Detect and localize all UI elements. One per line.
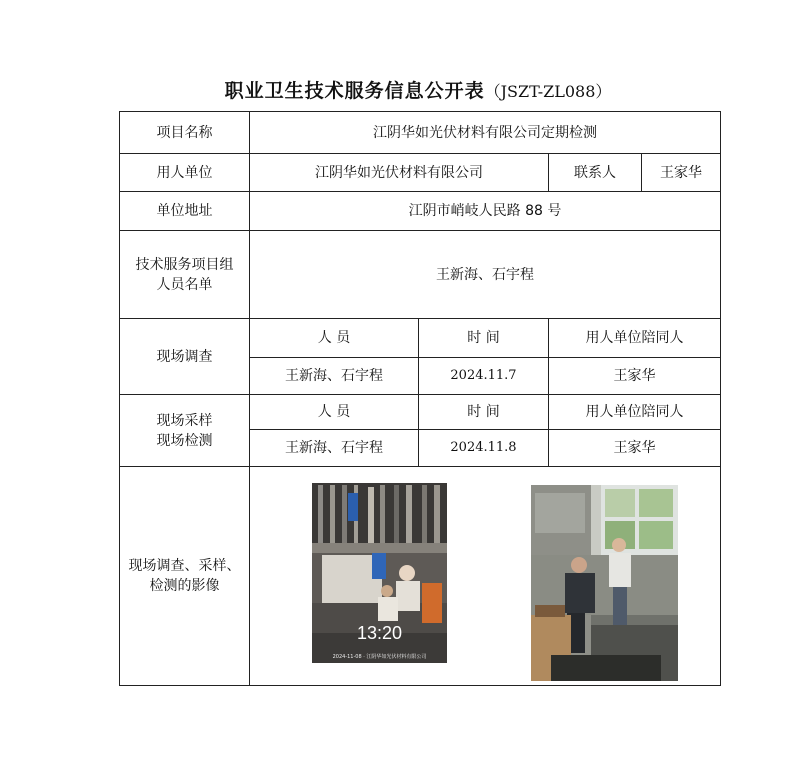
team-label-line2: 人员名单 bbox=[156, 276, 213, 293]
team-label-line1: 技术服务项目组 bbox=[135, 256, 234, 273]
team-value: 王新海、石宇程 bbox=[250, 231, 721, 319]
employer-label: 用人单位 bbox=[120, 154, 250, 192]
row-team bbox=[120, 231, 721, 319]
page-title bbox=[0, 76, 793, 103]
contact-label: 联系人 bbox=[549, 154, 642, 192]
employer-value: 江阴华如光伏材料有限公司 bbox=[250, 154, 549, 192]
title-text: 职业卫生技术服务信息公开表 bbox=[224, 80, 485, 102]
sampling-col-people: 人 员 bbox=[250, 395, 419, 430]
sampling-people: 王新海、石宇程 bbox=[250, 430, 419, 467]
project-name-value: 江阴华如光伏材料有限公司定期检测 bbox=[250, 112, 721, 154]
images-label-line1: 现场调查、采样、 bbox=[128, 558, 241, 574]
survey-date: 2024.11.7 bbox=[419, 358, 549, 395]
images-label-line2: 检测的影像 bbox=[149, 578, 220, 594]
team-label bbox=[120, 231, 250, 319]
sampling-label-line2: 现场检测 bbox=[156, 432, 213, 449]
survey-col-escort: 用人单位陪同人 bbox=[549, 319, 721, 358]
survey-col-time: 时 间 bbox=[419, 319, 549, 358]
contact-value: 王家华 bbox=[642, 154, 721, 192]
survey-label: 现场调查 bbox=[120, 319, 250, 395]
row-employer bbox=[120, 154, 721, 192]
survey-escort: 王家华 bbox=[549, 358, 721, 395]
sampling-escort: 王家华 bbox=[549, 430, 721, 467]
survey-header-row bbox=[120, 319, 721, 358]
images-cell bbox=[250, 467, 721, 686]
site-photo-sampling-image bbox=[531, 485, 678, 681]
images-label bbox=[120, 467, 250, 686]
sampling-date: 2024.11.8 bbox=[419, 430, 549, 467]
photo-time-overlay: 13:20 bbox=[356, 623, 403, 643]
sampling-header-row bbox=[120, 395, 721, 430]
row-address bbox=[120, 192, 721, 231]
sampling-col-time: 时 间 bbox=[419, 395, 549, 430]
sampling-col-escort: 用人单位陪同人 bbox=[549, 395, 721, 430]
photos-area bbox=[250, 467, 720, 685]
row-images bbox=[120, 467, 721, 686]
project-name-label: 项目名称 bbox=[120, 112, 250, 154]
sampling-label-line1: 现场采样 bbox=[156, 412, 213, 429]
survey-people: 王新海、石宇程 bbox=[250, 358, 419, 395]
info-table bbox=[119, 111, 721, 686]
site-photo-survey bbox=[312, 483, 447, 663]
site-photo-sampling bbox=[531, 485, 678, 681]
survey-col-people: 人 员 bbox=[250, 319, 419, 358]
form-code: （JSZT-ZL088） bbox=[484, 82, 612, 101]
photo-stamp-overlay: 2024-11-08 · 江阴华如光伏材料有限公司 bbox=[332, 654, 427, 660]
row-project-name bbox=[120, 112, 721, 154]
address-value: 江阴市峭岐人民路 88 号 bbox=[250, 192, 721, 231]
address-label: 单位地址 bbox=[120, 192, 250, 231]
sampling-label bbox=[120, 395, 250, 467]
